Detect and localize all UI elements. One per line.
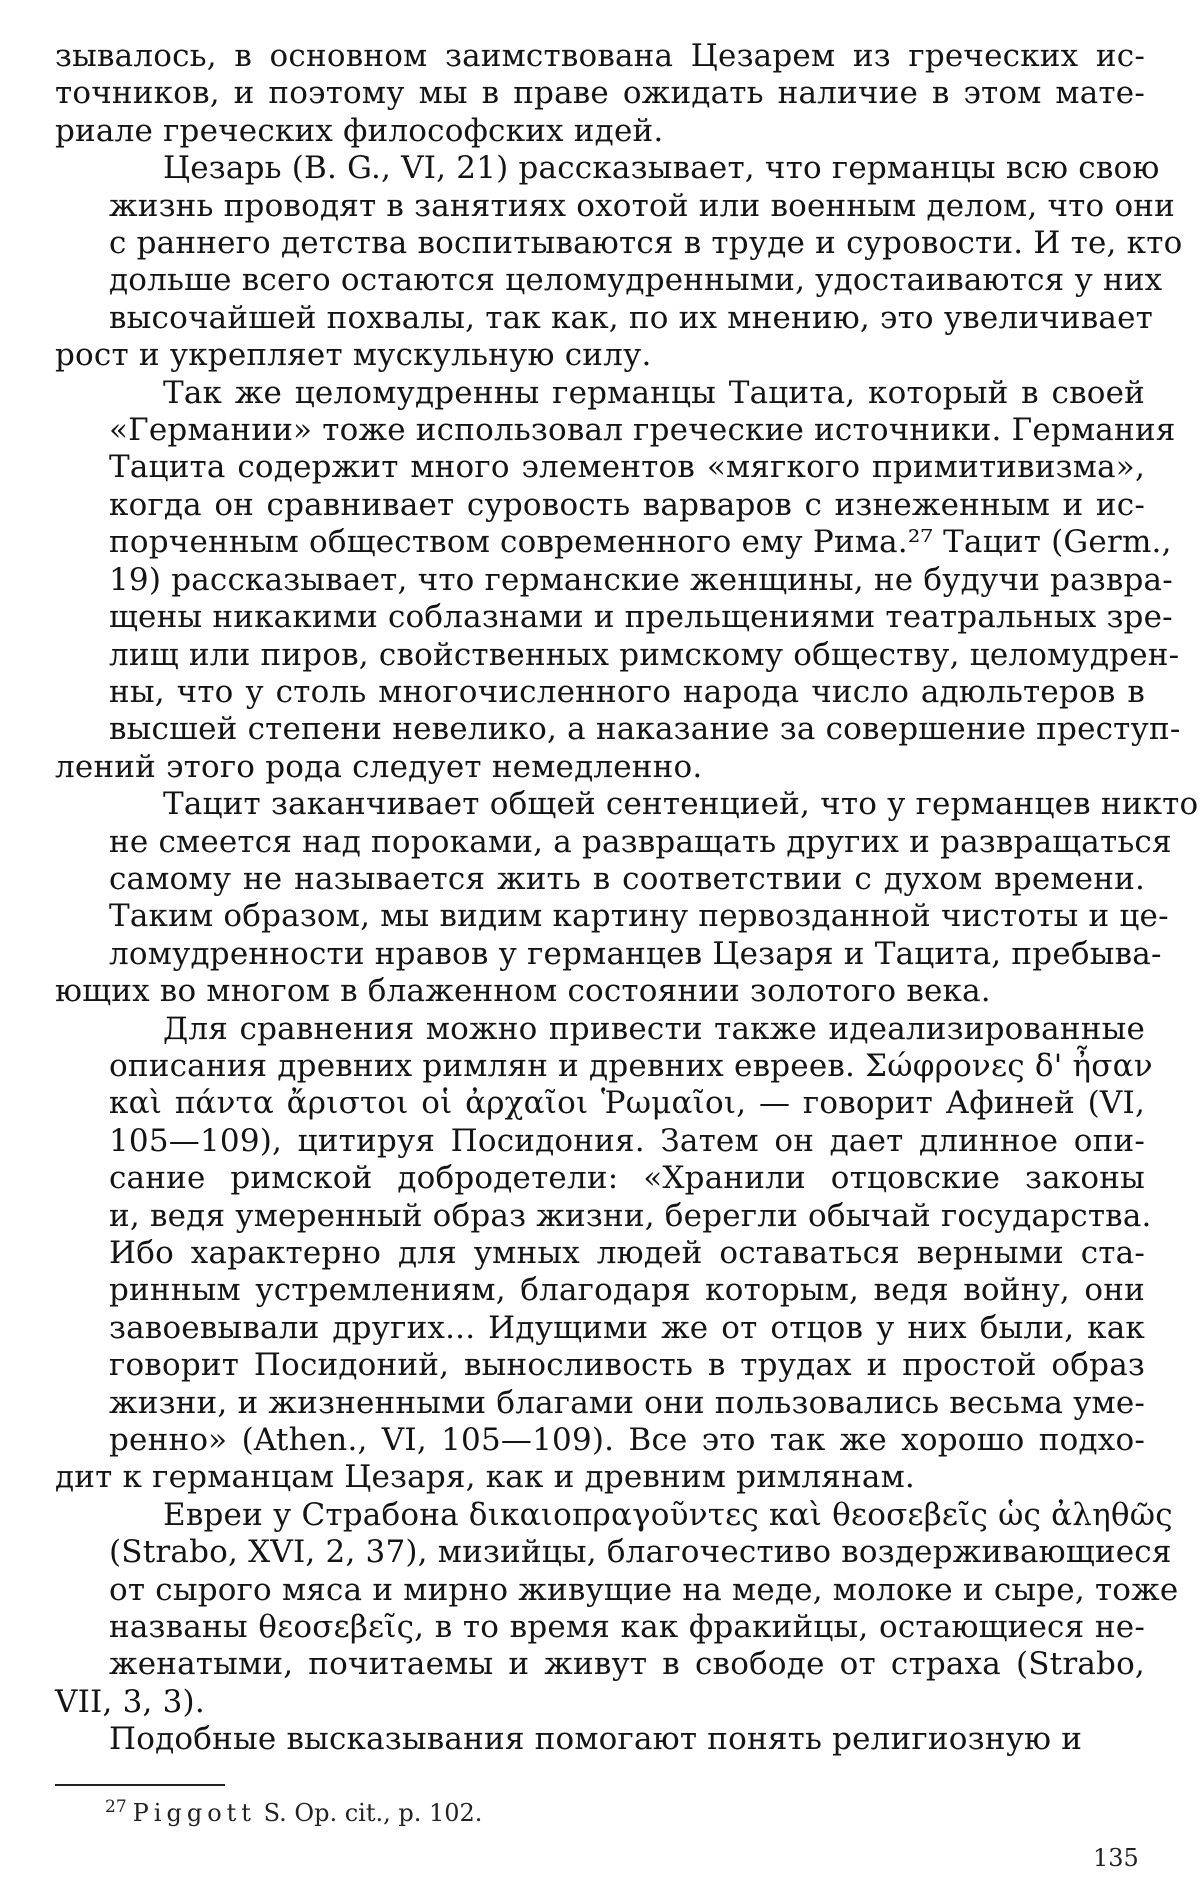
text-line: сание римской добродетели: «Хранили отцовские законы bbox=[109, 1160, 1145, 1197]
text-line: зывалось, в основном заимствована Цезарем из греческих ис- bbox=[55, 38, 1145, 74]
paragraph-7 bbox=[55, 1721, 1145, 1758]
footnote-reference: S. Op. cit., p. 102. bbox=[255, 1799, 483, 1827]
text-line: ренно» (Athen., VI, 105—109). Все это так же хорошо подхо- bbox=[109, 1422, 1145, 1459]
text-line: Тацит заканчивает общей сентенцией, что у германцев никто bbox=[163, 786, 1199, 823]
text-line: и, ведя умеренный образ жизни, берегли обычай государства. bbox=[109, 1197, 1152, 1234]
text-line: Для сравнения можно привести также идеализированные bbox=[163, 1010, 1145, 1047]
text-line: говорит Посидоний, выносливость в трудах и простой образ bbox=[109, 1347, 1145, 1384]
text-line: от сырого мяса и мирно живущие на меде, молоке и сыре, тоже bbox=[109, 1571, 1179, 1608]
text-line: дит к германцам Цезаря, как и древним римлянам. bbox=[55, 1459, 915, 1496]
text-line: жизнь проводят в занятиях охотой или военным делом, что они bbox=[109, 187, 1176, 224]
text-line: точников, и поэтому мы в праве ожидать наличие в этом мате- bbox=[55, 75, 1145, 112]
paragraph-3 bbox=[55, 374, 1181, 786]
text-line: дольше всего остаются целомудренными, удостаиваются у них bbox=[109, 262, 1163, 299]
text-line: завоевывали других... Идущими же от отцов у них были, как bbox=[109, 1309, 1145, 1346]
text-line: щены никакими соблазнами и прельщениями театральных зре- bbox=[109, 599, 1173, 636]
text-line: названы θεοσεβεῖς, в то время как фракийцы, остающиеся не- bbox=[109, 1609, 1145, 1646]
text-line: не смеется над пороками, а развращать других и развращаться bbox=[109, 823, 1172, 860]
text-line: высочайшей похвалы, так как, по их мнению, это увеличивает bbox=[109, 299, 1154, 336]
paragraph-1 bbox=[55, 38, 1145, 150]
text-line: ломудренности нравов у германцев Цезаря и Тацита, пребыва- bbox=[109, 935, 1162, 972]
text-line: καὶ πάντα ἄριστοι οἱ ἀρχαῖοι Ῥωμαῖοι, — говорит Афиней (VI, bbox=[109, 1085, 1145, 1122]
footnote-divider bbox=[55, 1784, 225, 1786]
text-line: Ибо характерно для умных людей оставаться верными ста- bbox=[109, 1235, 1145, 1271]
text-line: Подобные высказывания помогают понять религиозную и bbox=[109, 1721, 1083, 1758]
text-line: порченным обществом современного ему Рима.²⁷ Тацит (Germ., bbox=[109, 524, 1172, 561]
text-line: самому не называется жить в соответствии с духом времени. bbox=[109, 860, 1145, 897]
text-line: Так же целомудренны германцы Тацита, который в своей bbox=[163, 374, 1145, 411]
footnote-author: Piggott bbox=[132, 1799, 256, 1827]
paragraph-6 bbox=[55, 1496, 1179, 1721]
text-line: Цезарь (B. G., VI, 21) рассказывает, что германцы всю свою bbox=[163, 150, 1160, 187]
text-line: 105—109), цитируя Посидония. Затем он дает длинное опи- bbox=[109, 1122, 1145, 1159]
text-line: когда он сравнивает суровость варваров с изнеженным и ис- bbox=[109, 486, 1145, 523]
text-line: Таким образом, мы видим картину первозданной чистоты и це- bbox=[109, 898, 1169, 935]
text-line: ющих во многом в блаженном состоянии золотого века. bbox=[55, 973, 991, 1010]
text-line: «Германии» тоже использовал греческие источники. Германия bbox=[109, 412, 1176, 449]
text-line: риале греческих философских идей. bbox=[55, 112, 664, 149]
text-line: лений этого рода следует немедленно. bbox=[55, 748, 703, 785]
paragraph-4 bbox=[55, 786, 1199, 1010]
text-line: высшей степени невелико, а наказание за совершение преступ- bbox=[109, 711, 1181, 748]
footnote bbox=[105, 1797, 482, 1827]
text-line: женатыми, почитаемы и живут в свободе от страха (Strabo, bbox=[109, 1646, 1145, 1683]
page-body bbox=[55, 38, 1199, 1759]
footnote-number: 27 bbox=[105, 1797, 127, 1817]
text-line: ринным устремлениям, благодаря которым, ведя войну, они bbox=[109, 1272, 1145, 1309]
text-line: ны, что у столь многочисленного народа число адюльтеров в bbox=[109, 673, 1145, 710]
paragraph-5 bbox=[55, 1010, 1153, 1497]
text-line: описания древних римлян и древних евреев. Σώφρονες δ' ἦσαν bbox=[109, 1047, 1153, 1084]
text-line: рост и укрепляет мускульную силу. bbox=[55, 337, 652, 374]
text-line: (Strabo, XVI, 2, 37), мизийцы, благочестиво воздерживающиеся bbox=[109, 1534, 1172, 1571]
text-line: жизни, и жизненными благами они пользовались весьма уме- bbox=[109, 1384, 1146, 1421]
text-line: лищ или пиров, свойственных римскому обществу, целомудрен- bbox=[109, 636, 1180, 673]
paragraph-2 bbox=[55, 150, 1183, 374]
text-line: VII, 3, 3). bbox=[55, 1683, 205, 1720]
text-line: с раннего детства воспитываются в труде и суровости. И те, кто bbox=[109, 225, 1183, 262]
text-line: Тацита содержит много элементов «мягкого примитивизма», bbox=[109, 449, 1145, 486]
page-number: 135 bbox=[1093, 1844, 1139, 1872]
text-line: Евреи у Страбона δικαιοπραγοῦντες καὶ θεοσεβεῖς ὡς ἀληθῶς bbox=[163, 1496, 1173, 1533]
text-line: 19) рассказывает, что германские женщины, не будучи развра- bbox=[109, 561, 1173, 598]
